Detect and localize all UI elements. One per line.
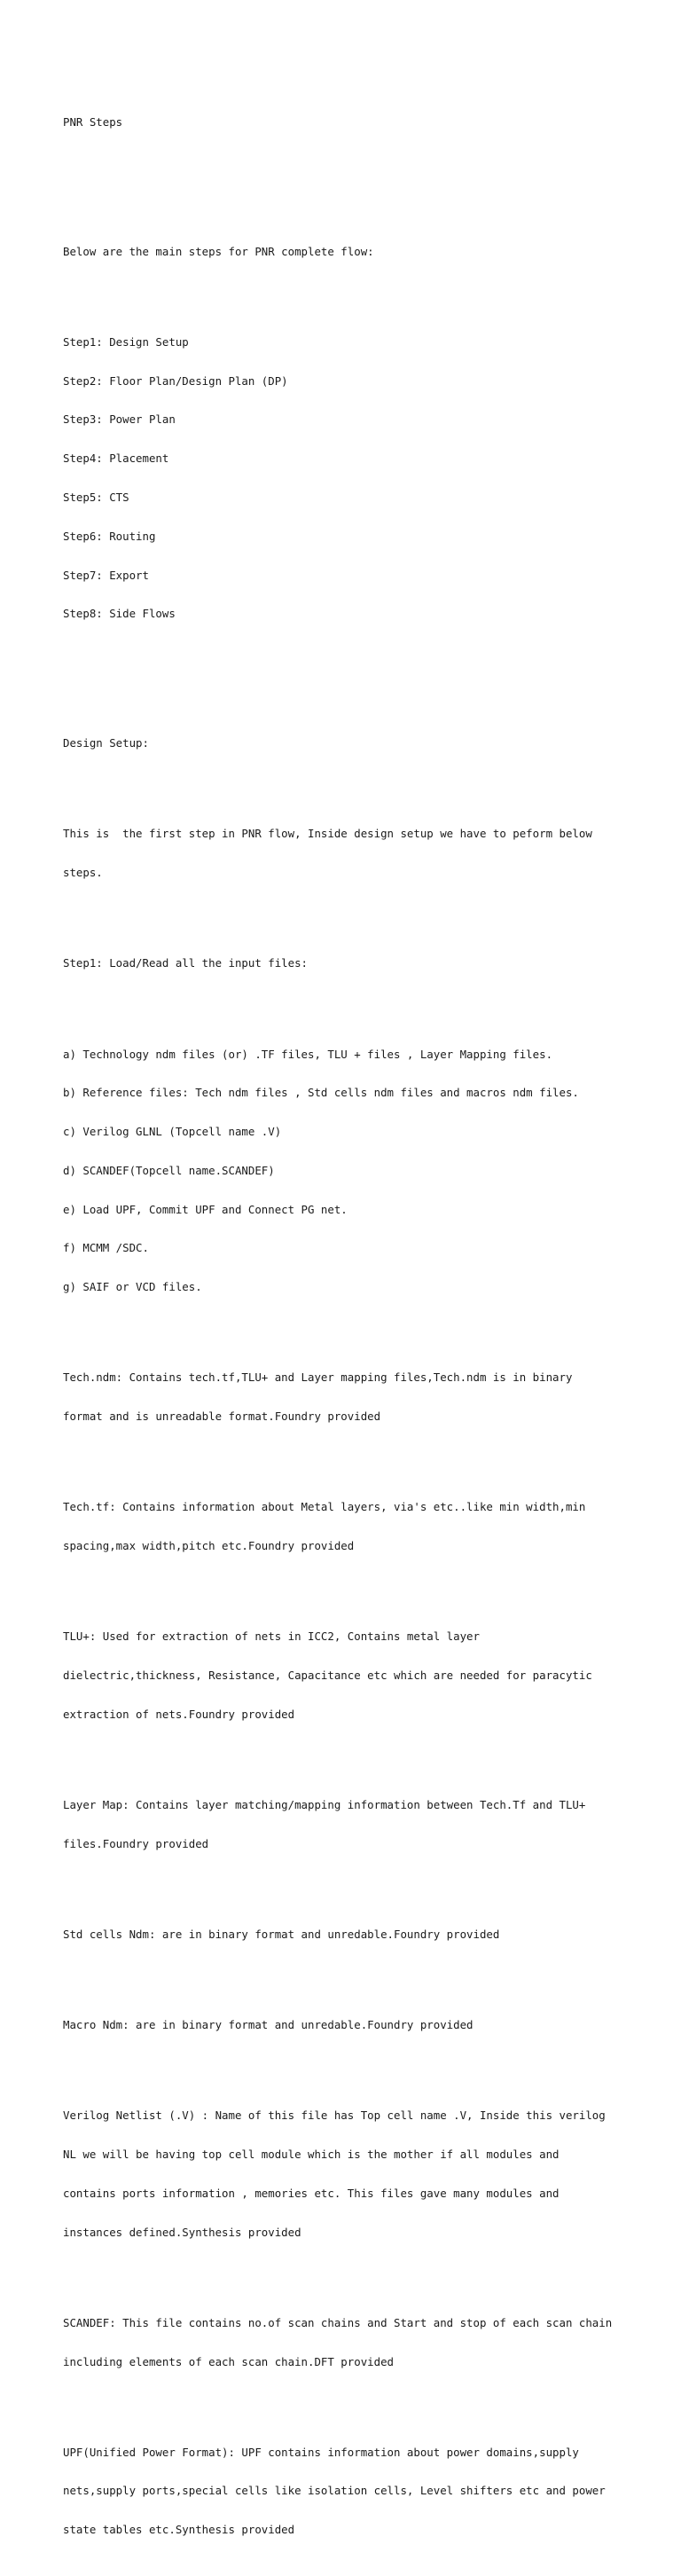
input-file-item: g) SAIF or VCD files. [63, 1280, 202, 1294]
tech-ndm-line: Tech.ndm: Contains tech.tf,TLU+ and Layer mapping files,Tech.ndm is in binary [63, 1370, 573, 1385]
layer-map-line: files.Foundry provided [63, 1836, 209, 1850]
verilog-netlist-line: Verilog Netlist (.V) : Name of this file has Top cell name .V, Inside this verilog [63, 2109, 606, 2123]
input-file-item: b) Reference files: Tech ndm files , Std cells ndm files and macros ndm files. [63, 1086, 579, 1100]
upf-line: nets,supply ports,special cells like isolation cells, Level shifters etc and power [63, 2484, 606, 2498]
input-file-item: f) MCMM /SDC. [63, 1241, 149, 1255]
design-setup-desc-line: steps. [63, 866, 103, 880]
document-title: PNR Steps [63, 114, 123, 129]
spacer [63, 285, 675, 298]
tlu-line: TLU+: Used for extraction of nets in ICC2, Contains metal layer [63, 1630, 480, 1644]
step-item: Step8: Side Flows [63, 607, 176, 621]
tlu-line: extraction of nets.Foundry provided [63, 1707, 295, 1721]
input-file-item: c) Verilog GLNL (Topcell name .V) [63, 1125, 282, 1139]
spacer [63, 193, 675, 207]
verilog-netlist-line: instances defined.Synthesis provided [63, 2225, 301, 2239]
spacer [63, 2394, 675, 2407]
input-file-item: d) SCANDEF(Topcell name.SCANDEF) [63, 1163, 275, 1177]
spacer [63, 2058, 675, 2071]
spacer [63, 647, 675, 660]
spacer [63, 1877, 675, 1890]
spacer [63, 686, 675, 699]
macro-ndm-line: Macro Ndm: are in binary format and unredable.Foundry provided [63, 2018, 474, 2032]
step-item: Step2: Floor Plan/Design Plan (DP) [63, 373, 288, 388]
step-item: Step1: Design Setup [63, 334, 189, 349]
tech-ndm-line: format and is unreadable format.Foundry provided [63, 1410, 381, 1424]
spacer [63, 2265, 675, 2278]
spacer [63, 906, 675, 919]
std-cells-ndm-line: Std cells Ndm: are in binary format and unredable.Foundry provided [63, 1927, 500, 1941]
layer-map-line: Layer Map: Contains layer matching/mapping information between Tech.Tf and TLU+ [63, 1797, 586, 1811]
scandef-line: SCANDEF: This file contains no.of scan chains and Start and stop of each scan chain [63, 2315, 613, 2329]
intro-line: Below are the main steps for PNR complete flow: [63, 244, 374, 258]
input-file-item: a) Technology ndm files (or) .TF files, TLU + files , Layer Mapping files. [63, 1047, 553, 1061]
spacer [63, 776, 675, 789]
step-item: Step5: CTS [63, 491, 129, 504]
spacer [63, 996, 675, 1009]
spacer [63, 1967, 675, 1981]
step-item: Step7: Export [63, 568, 149, 582]
step-item: Step3: Power Plan [63, 412, 176, 427]
tlu-line: dielectric,thickness, Resistance, Capacitance etc which are needed for paracytic [63, 1669, 592, 1683]
spacer [63, 1579, 675, 1592]
verilog-netlist-line: NL we will be having top cell module which is the mother if all modules and [63, 2148, 560, 2161]
spacer [63, 155, 675, 169]
design-setup-desc-line: This is the first step in PNR flow, Inside design setup we have to peform below [63, 827, 592, 841]
tech-tf-line: Tech.tf: Contains information about Metal layers, via's etc..like min width,min [63, 1500, 586, 1514]
design-setup-heading: Design Setup: [63, 736, 149, 750]
spacer [63, 1320, 675, 1333]
spacer [63, 1449, 675, 1463]
scandef-line: including elements of each scan chain.DFT provided [63, 2354, 394, 2368]
load-step-heading: Step1: Load/Read all the input files: [63, 956, 309, 970]
step-item: Step4: Placement [63, 452, 169, 466]
document-body [63, 77, 675, 2576]
upf-line: state tables etc.Synthesis provided [63, 2523, 295, 2537]
step-item: Step6: Routing [63, 529, 156, 543]
spacer [63, 1747, 675, 1761]
upf-line: UPF(Unified Power Format): UPF contains information about power domains,supply [63, 2445, 579, 2459]
tech-tf-line: spacing,max width,pitch etc.Foundry provided [63, 1539, 355, 1553]
input-file-item: e) Load UPF, Commit UPF and Connect PG net. [63, 1202, 348, 1216]
verilog-netlist-line: contains ports information , memories etc. This files gave many modules and [63, 2186, 560, 2200]
